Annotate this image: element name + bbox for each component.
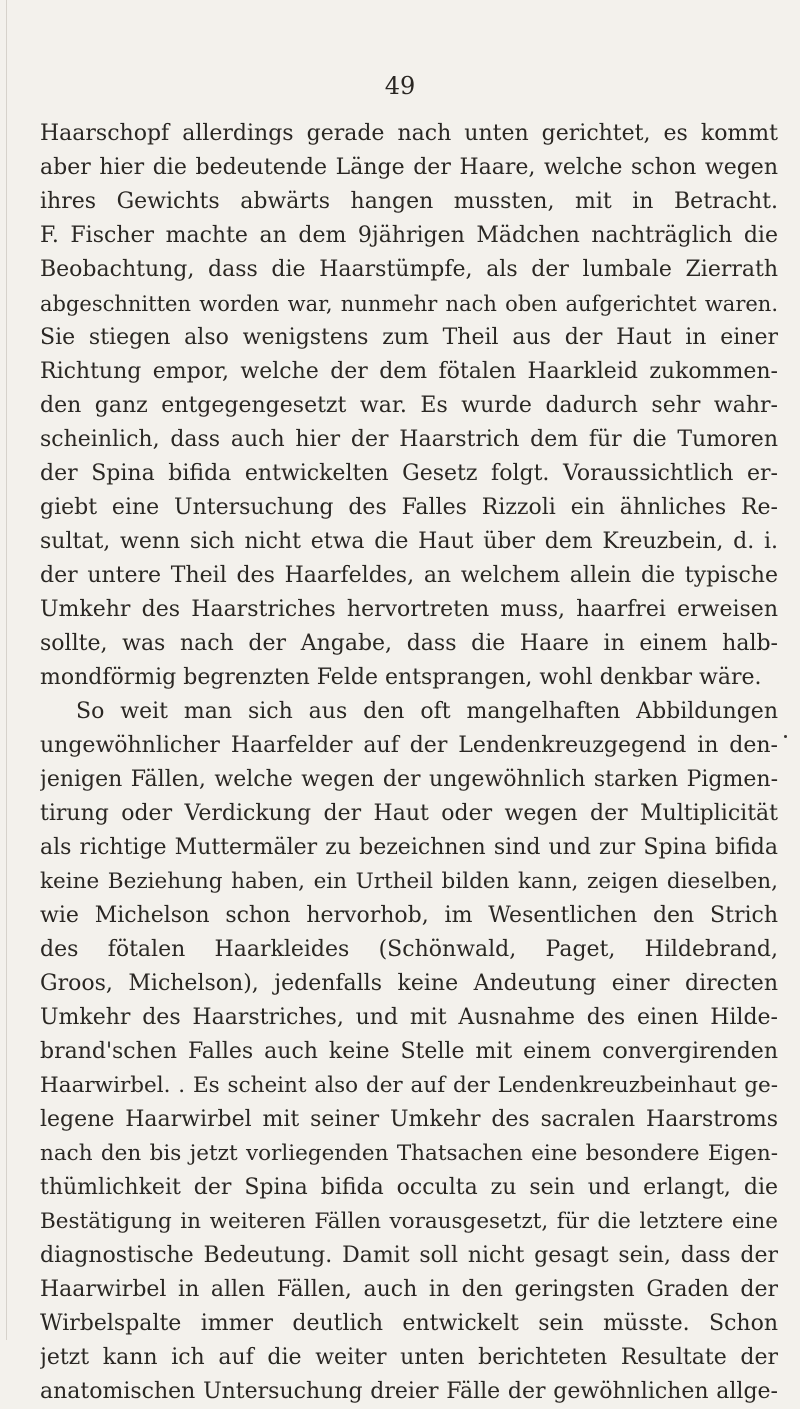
text-line: als richtige Muttermäler zu bezeichnen sind und zur Spina bifida: [40, 835, 778, 860]
text-line: den ganz entgegengesetzt war. Es wurde dadurch sehr wahr-: [40, 393, 778, 418]
text-line: Wirbelspalte immer deutlich entwickelt sein müsste. Schon: [40, 1311, 778, 1336]
text-line: ungewöhnlicher Haarfelder auf der Lendenkreuzgegend in den-: [40, 733, 778, 758]
body-text: [40, 117, 778, 1409]
page-edge-shadow: [6, 0, 7, 1340]
text-line: Sie stiegen also wenigstens zum Theil aus der Haut in einer: [40, 325, 778, 350]
text-line: ihres Gewichts abwärts hangen mussten, mit in Betracht.: [40, 189, 778, 214]
text-line: legene Haarwirbel mit seiner Umkehr des sacralen Haarstroms: [40, 1107, 778, 1132]
text-line: scheinlich, dass auch hier der Haarstrich dem für die Tumoren: [40, 427, 778, 452]
text-line: sollte, was nach der Angabe, dass die Haare in einem halb-: [40, 631, 778, 656]
text-line: thümlichkeit der Spina bifida occulta zu sein und erlangt, die: [40, 1175, 778, 1200]
text-line: nach den bis jetzt vorliegenden Thatsachen eine besondere Eigen-: [40, 1141, 778, 1166]
text-line: F. Fischer machte an dem 9jährigen Mädchen nachträglich die: [40, 223, 778, 248]
text-line: Beobachtung, dass die Haarstümpfe, als der lumbale Zierrath: [40, 257, 778, 282]
text-line: Haarwirbel in allen Fällen, auch in den geringsten Graden der: [40, 1277, 778, 1302]
text-line: anatomischen Untersuchung dreier Fälle der gewöhnlichen allge-: [40, 1379, 778, 1404]
print-speck: [784, 735, 787, 738]
text-line: der untere Theil des Haarfeldes, an welchem allein die typische: [40, 563, 778, 588]
text-line: abgeschnitten worden war, nunmehr nach oben aufgerichtet waren.: [40, 292, 778, 316]
text-line: jetzt kann ich auf die weiter unten berichteten Resultate der: [40, 1345, 778, 1370]
text-line: Bestätigung in weiteren Fällen vorausgesetzt, für die letztere eine: [40, 1209, 778, 1234]
text-line: Umkehr des Haarstriches, und mit Ausnahme des einen Hilde-: [40, 1005, 778, 1030]
text-line: Haarwirbel. . Es scheint also der auf der Lendenkreuzbeinhaut ge-: [40, 1073, 778, 1098]
text-line: sultat, wenn sich nicht etwa die Haut über dem Kreuzbein, d. i.: [40, 529, 778, 554]
text-line: Richtung empor, welche der dem fötalen Haarkleid zukommen-: [40, 359, 778, 384]
text-line: giebt eine Untersuchung des Falles Rizzoli ein ähnliches Re-: [40, 495, 778, 520]
text-line: brand'schen Falles auch keine Stelle mit einem convergirenden: [40, 1039, 778, 1064]
text-line: keine Beziehung haben, ein Urtheil bilden kann, zeigen dieselben,: [40, 869, 778, 894]
page-number: 49: [384, 72, 416, 100]
text-line: So weit man sich aus den oft mangelhaften Abbildungen: [76, 699, 778, 724]
text-line: Haarschopf allerdings gerade nach unten gerichtet, es kommt: [40, 121, 778, 146]
text-line: diagnostische Bedeutung. Damit soll nicht gesagt sein, dass der: [40, 1243, 778, 1268]
text-line: Umkehr des Haarstriches hervortreten muss, haarfrei erweisen: [40, 597, 778, 622]
text-line: aber hier die bedeutende Länge der Haare, welche schon wegen: [40, 155, 778, 180]
text-line: tirung oder Verdickung der Haut oder wegen der Multiplicität: [40, 801, 778, 826]
text-line: jenigen Fällen, welche wegen der ungewöhnlich starken Pigmen-: [40, 767, 778, 792]
text-line: der Spina bifida entwickelten Gesetz folgt. Voraussichtlich er-: [40, 461, 778, 486]
text-line: wie Michelson schon hervorhob, im Wesentlichen den Strich: [40, 903, 778, 928]
text-line: des fötalen Haarkleides (Schönwald, Paget, Hildebrand,: [40, 937, 778, 962]
text-line: mondförmig begrenzten Felde entsprangen, wohl denkbar wäre.: [40, 665, 762, 690]
text-line: Groos, Michelson), jedenfalls keine Andeutung einer directen: [40, 971, 778, 996]
